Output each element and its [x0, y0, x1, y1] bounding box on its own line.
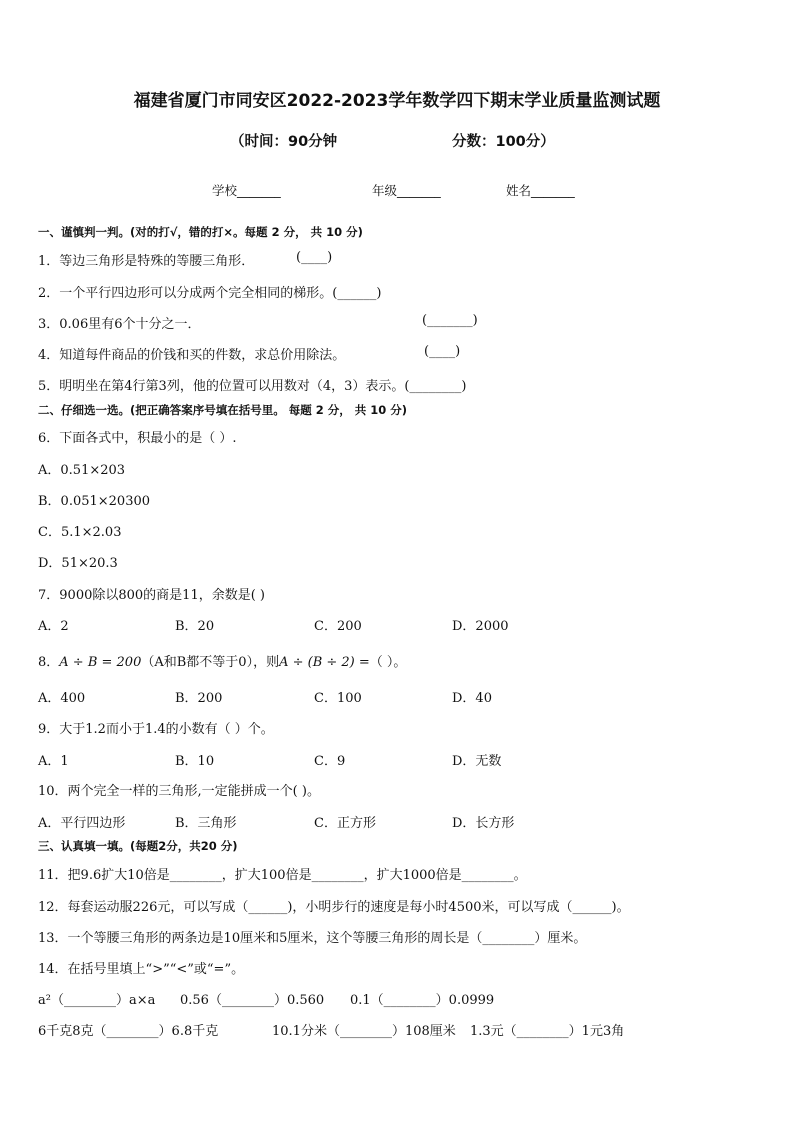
- section-heading-choice: 二、仔细选一选。(把正确答案序号填在括号里。 每题 2 分， 共 10 分): [38, 403, 408, 417]
- option-b[interactable]: B．200: [175, 691, 223, 706]
- question-10: 10．两个完全一样的三角形,一定能拼成一个( )。: [38, 784, 320, 799]
- question-9: 9．大于1.2而小于1.4的小数有（ ）个。: [38, 722, 274, 737]
- option-a[interactable]: A．平行四边形: [38, 816, 126, 831]
- option-c[interactable]: C．100: [314, 691, 362, 706]
- grade-field[interactable]: 年级_______: [372, 183, 441, 198]
- option-a[interactable]: A．400: [38, 691, 86, 706]
- question-4: 4．知道每件商品的价钱和买的件数，求总价用除法。: [38, 348, 346, 363]
- question-14: 14．在括号里填上“>”“<”或“=”。: [38, 962, 245, 977]
- answer-blank[interactable]: (____): [424, 344, 461, 359]
- option-c[interactable]: C．200: [314, 619, 362, 634]
- option-b[interactable]: B．三角形: [175, 816, 237, 831]
- option-a[interactable]: A．1: [38, 754, 69, 769]
- option-d[interactable]: D．51×20.3: [38, 556, 118, 571]
- question-text: 1．等边三角形是特殊的等腰三角形．: [38, 254, 255, 269]
- math-expression: A ÷ B = 200: [59, 655, 142, 670]
- compare-item[interactable]: a²（________）a×a: [38, 993, 156, 1008]
- option-d[interactable]: D．无数: [452, 754, 502, 769]
- exam-score: 分数：100分）: [452, 134, 555, 150]
- question-6: 6．下面各式中，积最小的是（ ）.: [38, 431, 237, 446]
- option-a[interactable]: A．2: [38, 619, 69, 634]
- school-field[interactable]: 学校_______: [212, 183, 281, 198]
- answer-blank[interactable]: (____): [296, 250, 333, 265]
- compare-item[interactable]: 1.3元（________）1元3角: [470, 1024, 625, 1039]
- question-3: 3．0.06里有6个十分之一．: [38, 317, 201, 332]
- option-c[interactable]: C．5.1×2.03: [38, 525, 122, 540]
- section-heading-fill: 三、认真填一填。(每题2分，共20 分): [38, 839, 238, 853]
- option-c[interactable]: C．9: [314, 754, 346, 769]
- compare-item[interactable]: 6千克8克（________）6.8千克: [38, 1024, 219, 1039]
- option-d[interactable]: D．2000: [452, 619, 509, 634]
- option-b[interactable]: B．10: [175, 754, 215, 769]
- answer-blank[interactable]: (_______): [422, 313, 478, 328]
- exam-time: （时间：90分钟: [230, 134, 338, 150]
- option-b[interactable]: B．20: [175, 619, 215, 634]
- question-2: 2．一个平行四边形可以分成两个完全相同的梯形。(______): [38, 286, 382, 301]
- answer-blank[interactable]: （ ）。: [369, 655, 407, 670]
- math-expression: A ÷ (B ÷ 2) =: [279, 655, 370, 670]
- question-12: 12．每套运动服226元，可以写成（______)，小明步行的速度是每小时4500米，可以写成（______)。: [38, 900, 630, 915]
- page-title: 福建省厦门市同安区2022-2023学年数学四下期末学业质量监测试题: [133, 91, 661, 111]
- question-13: 13．一个等腰三角形的两条边是10厘米和5厘米，这个等腰三角形的周长是（________）厘米。: [38, 931, 587, 946]
- question-7: 7．9000除以800的商是11，余数是( ): [38, 588, 265, 603]
- question-number: 8．: [38, 655, 60, 670]
- question-8: [38, 651, 406, 670]
- question-11: 11．把9.6扩大10倍是________，扩大100倍是________，扩大1000倍是________。: [38, 868, 527, 883]
- name-field[interactable]: 姓名_______: [506, 183, 575, 198]
- option-a[interactable]: A．0.51×203: [38, 463, 126, 478]
- option-d[interactable]: D．长方形: [452, 816, 515, 831]
- compare-item[interactable]: 10.1分米（________）108厘米: [272, 1024, 456, 1039]
- compare-item[interactable]: 0.1（________）0.0999: [350, 993, 495, 1008]
- option-c[interactable]: C．正方形: [314, 816, 376, 831]
- option-b[interactable]: B．0.051×20300: [38, 494, 151, 509]
- section-heading-judge: 一、谨慎判一判。(对的打√，错的打×。每题 2 分， 共 10 分): [38, 225, 363, 239]
- option-d[interactable]: D．40: [452, 691, 492, 706]
- question-5: 5．明明坐在第4行第3列，他的位置可以用数对（4，3）表示。(________): [38, 379, 467, 394]
- question-text: （A和B都不等于0），则: [141, 655, 280, 670]
- compare-item[interactable]: 0.56（________）0.560: [180, 993, 325, 1008]
- question-1: [38, 250, 254, 269]
